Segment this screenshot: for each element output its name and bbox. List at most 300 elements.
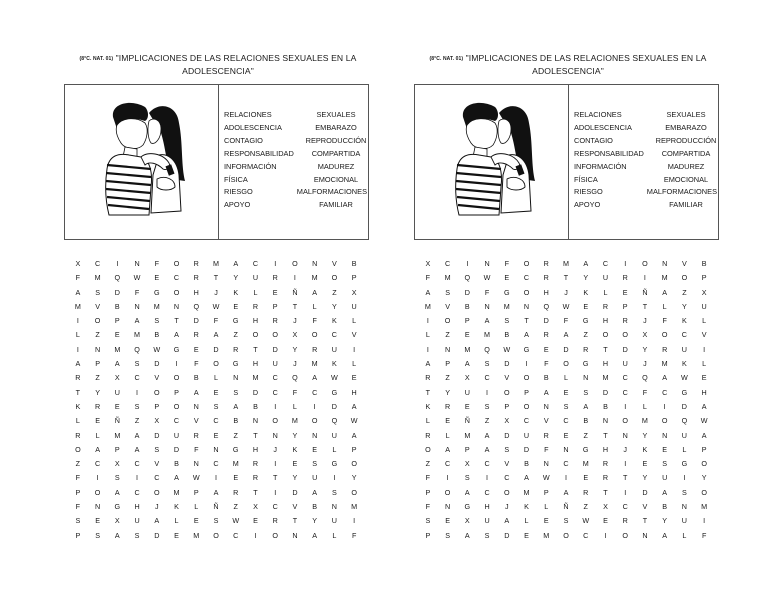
grid-letter: M: [311, 359, 318, 369]
word-right: MADUREZ: [667, 161, 705, 171]
grid-letter: A: [312, 287, 318, 297]
grid-letter: Z: [445, 373, 450, 383]
grid-letter: I: [486, 387, 489, 397]
grid-letter: I: [274, 487, 277, 497]
grid-letter: C: [134, 487, 140, 497]
grid-letter: N: [662, 259, 668, 268]
grid-letter: O: [523, 401, 530, 411]
grid-letter: K: [75, 401, 81, 411]
grid-letter: P: [75, 487, 81, 497]
grid-letter: L: [194, 502, 199, 512]
grid-letter: G: [681, 459, 688, 469]
grid-letter: F: [194, 359, 199, 369]
grid-letter: O: [563, 530, 569, 540]
grid-letter: W: [153, 344, 161, 354]
grid-letter: J: [623, 444, 627, 454]
grid-letter: A: [464, 487, 470, 497]
grid-letter: R: [233, 344, 239, 354]
grid-letter: M: [94, 273, 101, 283]
grid-letter: R: [543, 259, 549, 268]
grid-letter: G: [114, 502, 121, 512]
grid-letter: F: [563, 316, 569, 326]
box-divider: [218, 85, 219, 239]
grid-letter: I: [274, 459, 277, 469]
grid-letter: I: [136, 473, 139, 483]
grid-letter: O: [444, 487, 451, 497]
grid-letter: S: [504, 444, 510, 454]
grid-letter: B: [114, 301, 120, 311]
grid-letter: D: [563, 344, 569, 354]
grid-letter: Z: [233, 430, 238, 440]
grid-letter: O: [173, 259, 180, 268]
grid-letter: A: [662, 373, 668, 383]
grid-letter: M: [523, 487, 530, 497]
grid-letter: Q: [292, 373, 298, 383]
grid-letter: P: [114, 316, 120, 326]
grid-letter: J: [214, 287, 218, 297]
grid-letter: A: [75, 287, 81, 297]
grid-letter: I: [426, 344, 429, 354]
grid-letter: Z: [332, 287, 337, 297]
grid-letter: W: [681, 373, 688, 383]
grid-letter: A: [134, 430, 140, 440]
grid-letter: N: [292, 530, 298, 540]
grid-letter: M: [134, 330, 141, 340]
grid-letter: H: [602, 444, 609, 454]
word-left: RIESGO: [224, 187, 253, 197]
grid-letter: L: [642, 401, 647, 411]
grid-letter: X: [464, 516, 470, 526]
grid-letter: A: [701, 401, 707, 411]
grid-letter: E: [154, 273, 160, 283]
grid-letter: X: [464, 373, 470, 383]
grid-letter: O: [503, 387, 510, 397]
grid-letter: P: [464, 316, 470, 326]
grid-letter: I: [486, 473, 489, 483]
grid-letter: E: [563, 430, 569, 440]
grid-letter: R: [75, 430, 81, 440]
word-search-grid: [68, 257, 364, 543]
word-right: MALFORMACIONES: [646, 187, 717, 197]
grid-letter: T: [642, 516, 648, 526]
grid-letter: P: [95, 359, 100, 369]
grid-letter: P: [464, 444, 470, 454]
grid-letter: A: [701, 430, 707, 440]
grid-letter: X: [114, 459, 120, 469]
grid-letter: Y: [312, 516, 318, 526]
grid-letter: H: [193, 287, 199, 297]
grid-letter: S: [154, 444, 160, 454]
grid-letter: B: [154, 330, 160, 340]
grid-letter: S: [213, 516, 219, 526]
word-pair-row: [574, 174, 717, 187]
word-left: CONTAGIO: [224, 135, 263, 145]
grid-letter: D: [154, 530, 160, 540]
grid-letter: W: [582, 516, 590, 526]
grid-letter: L: [425, 416, 430, 426]
grid-letter: I: [96, 473, 99, 483]
grid-letter: B: [351, 259, 357, 268]
word-left: RELACIONES: [574, 110, 622, 119]
grid-letter: N: [484, 259, 490, 268]
grid-letter: O: [292, 259, 298, 268]
grid-letter: K: [332, 316, 337, 326]
grid-letter: L: [332, 530, 337, 540]
grid-letter: Y: [682, 301, 687, 311]
grid-letter: S: [154, 316, 160, 326]
grid-letter: O: [272, 330, 278, 340]
grid-letter: B: [583, 416, 589, 426]
grid-letter: A: [312, 487, 318, 497]
grid-letter: F: [504, 259, 509, 268]
grid-letter: E: [114, 330, 120, 340]
grid-letter: G: [681, 387, 688, 397]
grid-letter: K: [682, 316, 687, 326]
grid-letter: G: [232, 316, 239, 326]
grid-letter: C: [213, 416, 219, 426]
grid-letter: M: [484, 330, 491, 340]
embracing-couple-illustration: [101, 95, 191, 227]
grid-letter: C: [622, 387, 628, 397]
grid-letter: A: [425, 287, 431, 297]
grid-letter: Y: [662, 516, 668, 526]
grid-letter: L: [253, 287, 258, 297]
grid-letter: O: [523, 373, 530, 383]
grid-letter: X: [75, 259, 81, 268]
grid-letter: B: [543, 373, 549, 383]
grid-letter: V: [351, 330, 357, 340]
grid-letter: Y: [332, 301, 337, 311]
grid-letter: P: [622, 301, 628, 311]
grid-letter: Z: [445, 330, 450, 340]
grid-letter: C: [233, 530, 239, 540]
grid-letter: S: [425, 516, 431, 526]
grid-letter: E: [292, 459, 298, 469]
grid-letter: Ñ: [563, 502, 569, 512]
grid-letter: O: [272, 416, 278, 426]
grid-letter: Q: [193, 301, 200, 311]
grid-letter: O: [701, 459, 707, 469]
grid-letter: A: [662, 487, 668, 497]
grid-letter: A: [233, 401, 239, 411]
grid-letter: P: [701, 444, 707, 454]
grid-letter: K: [682, 359, 687, 369]
grid-letter: O: [311, 330, 318, 340]
grid-letter: I: [214, 473, 217, 483]
grid-letter: R: [622, 516, 628, 526]
grid-letter: V: [504, 373, 510, 383]
word-list-box: [414, 84, 719, 240]
grid-letter: I: [525, 359, 528, 369]
grid-letter: Z: [425, 459, 431, 469]
grid-letter: E: [662, 444, 668, 454]
grid-letter: A: [662, 530, 668, 540]
grid-letter: K: [425, 401, 431, 411]
grid-letter: S: [95, 530, 100, 540]
grid-letter: W: [212, 301, 220, 311]
word-left: RESPONSABILIDAD: [574, 148, 644, 158]
grid-letter: Y: [292, 473, 298, 483]
grid-letter: G: [331, 387, 338, 397]
grid-letter: I: [313, 401, 316, 411]
grid-letter: T: [174, 316, 179, 326]
grid-letter: E: [464, 330, 470, 340]
grid-letter: I: [254, 530, 257, 540]
grid-letter: M: [661, 273, 668, 283]
grid-letter: I: [643, 273, 646, 283]
grid-letter: C: [523, 416, 530, 426]
grid-letter: A: [114, 530, 120, 540]
grid-letter: E: [312, 444, 318, 454]
grid-letter: P: [425, 530, 431, 540]
grid-letter: C: [173, 416, 180, 426]
grid-letter: C: [484, 373, 490, 383]
grid-letter: E: [622, 287, 628, 297]
grid-letter: L: [682, 444, 687, 454]
grid-letter: G: [523, 344, 530, 354]
grid-letter: M: [464, 430, 471, 440]
grid-letter: M: [193, 530, 200, 540]
worksheet-title: [408, 52, 728, 77]
word-left: ADOLESCENCIA: [224, 122, 282, 132]
grid-letter: F: [701, 530, 707, 540]
grid-letter: G: [232, 444, 239, 454]
grid-letter: S: [445, 530, 450, 540]
grid-letter: V: [154, 459, 160, 469]
grid-letter: F: [642, 387, 648, 397]
grid-letter: Y: [95, 387, 100, 397]
grid-letter: W: [542, 473, 550, 483]
word-search-grid: [418, 257, 714, 543]
grid-letter: A: [134, 316, 140, 326]
word-pair-row: [574, 122, 717, 135]
grid-letter: Q: [543, 301, 550, 311]
grid-letter: L: [332, 444, 337, 454]
grid-letter: W: [192, 473, 200, 483]
grid-letter: O: [622, 530, 628, 540]
grid-letter: I: [426, 316, 429, 326]
word-right: COMPARTIDA: [311, 148, 361, 158]
grid-letter: X: [114, 516, 120, 526]
grid-letter: F: [484, 287, 490, 297]
grid-letter: W: [503, 344, 511, 354]
grid-letter: D: [504, 359, 510, 369]
grid-letter: C: [622, 373, 628, 383]
grid-letter: U: [331, 516, 337, 526]
grid-letter: O: [173, 287, 180, 297]
grid-letter: T: [75, 387, 81, 397]
grid-letter: L: [682, 530, 687, 540]
grid-letter: Y: [701, 473, 707, 483]
grid-letter: F: [75, 273, 81, 283]
grid-letter: E: [445, 416, 450, 426]
grid-letter: W: [232, 516, 240, 526]
grid-letter: V: [701, 330, 707, 340]
grid-letter: C: [173, 273, 180, 283]
grid-letter: D: [504, 530, 510, 540]
grid-letter: U: [681, 516, 687, 526]
grid-letter: L: [702, 359, 707, 369]
grid-letter: S: [484, 359, 490, 369]
word-right: SEXUALES: [316, 110, 356, 119]
grid-letter: E: [193, 516, 199, 526]
grid-letter: E: [351, 373, 357, 383]
grid-letter: E: [583, 473, 589, 483]
word-left: RIESGO: [574, 187, 603, 197]
word-right: EMOCIONAL: [663, 174, 709, 184]
grid-letter: Y: [233, 273, 239, 283]
grid-letter: Ñ: [213, 502, 219, 512]
grid-letter: N: [622, 430, 628, 440]
grid-letter: I: [293, 273, 296, 283]
grid-letter: N: [134, 259, 140, 268]
grid-letter: W: [331, 373, 338, 383]
grid-letter: F: [213, 316, 219, 326]
grid-letter: D: [681, 401, 687, 411]
grid-letter: Z: [95, 330, 100, 340]
grid-letter: R: [75, 373, 81, 383]
grid-letter: E: [213, 430, 219, 440]
grid-letter: R: [425, 373, 431, 383]
grid-letter: E: [464, 401, 470, 411]
grid-letter: X: [351, 287, 357, 297]
grid-letter: C: [272, 387, 278, 397]
grid-letter: Z: [233, 502, 238, 512]
grid-letter: Q: [134, 344, 140, 354]
grid-letter: Y: [583, 273, 589, 283]
grid-letter: N: [193, 401, 199, 411]
grid-letter: U: [252, 273, 259, 283]
grid-letter: A: [312, 530, 318, 540]
grid-letter: O: [563, 359, 569, 369]
grid-letter: O: [351, 487, 357, 497]
grid-letter: O: [425, 444, 431, 454]
grid-letter: T: [253, 487, 258, 497]
embracing-couple-illustration: [451, 95, 541, 227]
grid-letter: E: [603, 516, 608, 526]
grid-letter: J: [154, 502, 159, 512]
grid-letter: V: [193, 416, 199, 426]
grid-letter: D: [213, 344, 219, 354]
grid-letter: I: [76, 316, 79, 326]
grid-letter: A: [445, 444, 450, 454]
grid-letter: O: [622, 416, 628, 426]
grid-letter: P: [193, 487, 199, 497]
word-pair-row: [574, 199, 717, 212]
grid-letter: N: [312, 430, 318, 440]
grid-letter: A: [484, 444, 490, 454]
grid-letter: L: [75, 416, 80, 426]
grid-letter: D: [642, 487, 648, 497]
grid-letter: R: [425, 430, 431, 440]
grid-letter: R: [272, 316, 278, 326]
grid-letter: N: [602, 416, 609, 426]
grid-letter: V: [642, 502, 648, 512]
grid-letter: Z: [484, 416, 490, 426]
grid-letter: N: [563, 444, 569, 454]
grid-letter: D: [193, 316, 199, 326]
grid-letter: T: [292, 516, 298, 526]
grid-letter: F: [351, 530, 357, 540]
grid-letter: M: [464, 344, 471, 354]
grid-letter: F: [544, 359, 549, 369]
grid-letter: K: [233, 287, 239, 297]
grid-letter: R: [444, 401, 451, 411]
grid-letter: T: [213, 273, 219, 283]
grid-letter: I: [624, 259, 627, 268]
word-list: [574, 109, 717, 212]
word-right: MADUREZ: [317, 161, 355, 171]
grid-letter: E: [504, 273, 510, 283]
grid-letter: F: [134, 287, 140, 297]
grid-letter: C: [213, 459, 219, 469]
grid-letter: M: [232, 459, 239, 469]
grid-letter: F: [154, 259, 159, 268]
grid-letter: M: [351, 502, 358, 512]
grid-letter: U: [662, 473, 668, 483]
grid-letter: X: [292, 330, 298, 340]
grid-letter: I: [353, 344, 356, 354]
grid-letter: C: [583, 530, 589, 540]
grid-letter: I: [703, 516, 706, 526]
grid-letter: A: [351, 401, 357, 411]
grid-letter: G: [582, 359, 589, 369]
grid-letter: H: [252, 316, 259, 326]
grid-letter: N: [193, 459, 199, 469]
grid-letter: N: [523, 301, 530, 311]
word-list-box: [64, 84, 369, 240]
word-pair-row: [574, 161, 717, 174]
grid-letter: O: [444, 316, 451, 326]
grid-letter: D: [252, 387, 259, 397]
grid-letter: U: [173, 430, 180, 440]
grid-letter: V: [95, 301, 100, 311]
grid-letter: A: [114, 359, 120, 369]
grid-letter: A: [484, 316, 490, 326]
grid-letter: N: [484, 301, 490, 311]
grid-letter: Z: [583, 330, 588, 340]
grid-letter: O: [213, 530, 219, 540]
grid-letter: I: [663, 401, 666, 411]
grid-letter: S: [682, 487, 687, 497]
grid-letter: A: [114, 487, 120, 497]
grid-letter: W: [350, 416, 358, 426]
grid-letter: R: [272, 273, 278, 283]
grid-letter: A: [662, 287, 668, 297]
grid-letter: N: [173, 301, 180, 311]
grid-letter: O: [252, 330, 259, 340]
grid-letter: F: [544, 444, 549, 454]
grid-letter: A: [484, 430, 490, 440]
grid-letter: A: [504, 516, 510, 526]
grid-letter: A: [174, 473, 179, 483]
grid-letter: L: [662, 301, 667, 311]
grid-letter: M: [543, 530, 550, 540]
grid-letter: K: [292, 444, 298, 454]
grid-letter: Q: [681, 416, 688, 426]
grid-letter: X: [425, 259, 431, 268]
grid-letter: P: [154, 401, 160, 411]
grid-letter: R: [583, 487, 589, 497]
grid-letter: U: [622, 359, 628, 369]
grid-letter: Q: [642, 373, 648, 383]
word-right: FAMILIAR: [319, 200, 353, 210]
grid-letter: S: [233, 387, 239, 397]
grid-letter: T: [253, 430, 258, 440]
grid-letter: L: [95, 430, 100, 440]
grid-letter: N: [543, 459, 549, 469]
grid-letter: C: [444, 459, 451, 469]
